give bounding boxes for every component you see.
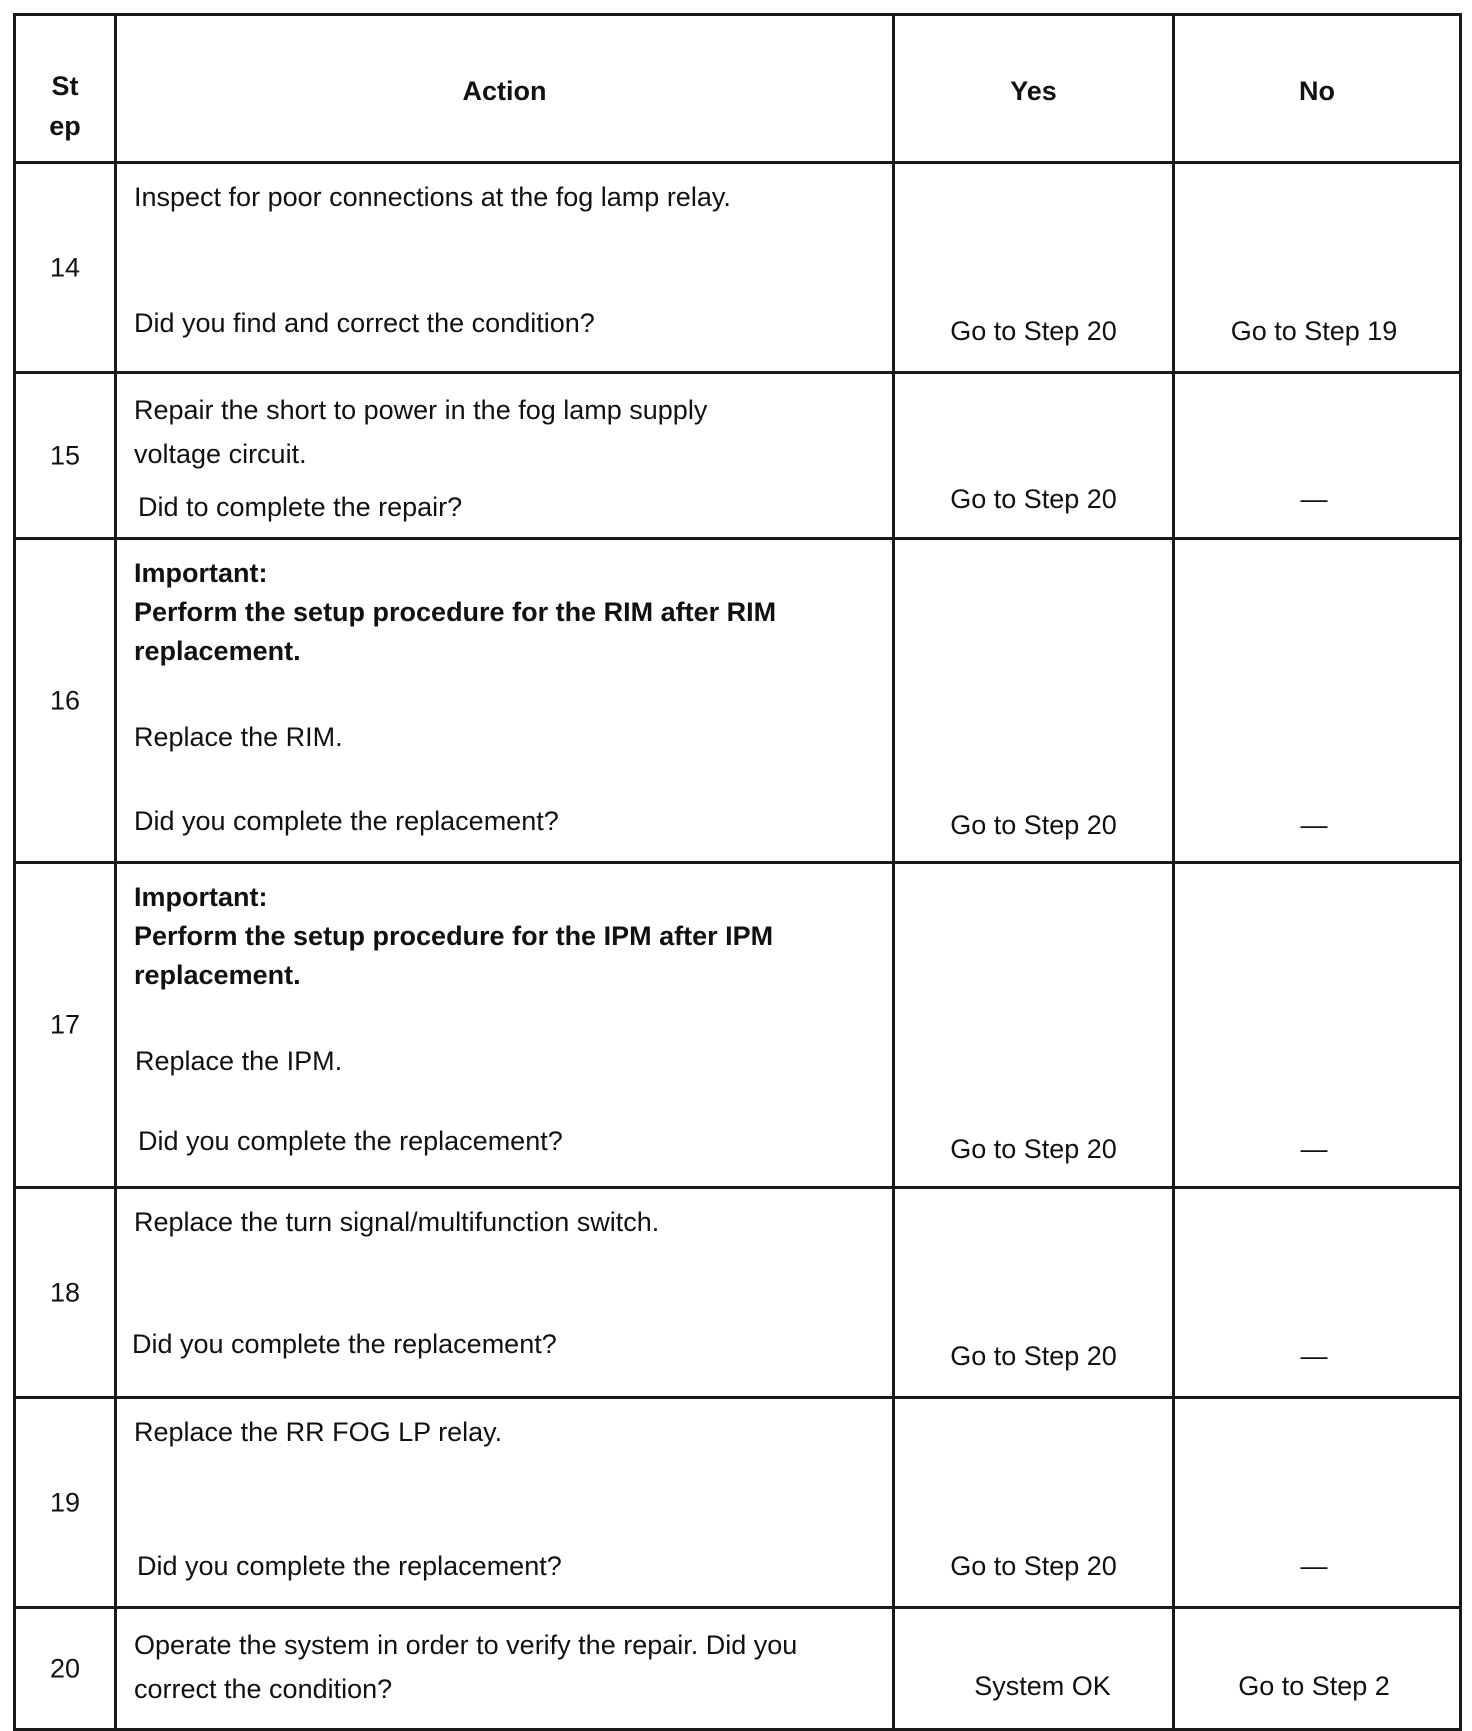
no-result: — xyxy=(1300,1134,1328,1164)
yes-result: Go to Step 20 xyxy=(950,484,1117,514)
header-step xyxy=(15,15,116,163)
header-action-label: Action xyxy=(462,76,547,106)
step-cell xyxy=(15,373,116,539)
yes-cell xyxy=(894,1398,1174,1608)
action-question: Did you complete the replacement? xyxy=(132,1329,557,1359)
action-cell xyxy=(116,1188,894,1398)
yes-result: Go to Step 20 xyxy=(950,1134,1117,1164)
action-text: Operate the system in order to verify the repair. Did you correct the condition? xyxy=(134,1630,798,1704)
no-cell xyxy=(1174,863,1461,1188)
step-number: 15 xyxy=(49,439,81,470)
table-row xyxy=(15,1398,1461,1608)
action-text: Replace the IPM. xyxy=(135,1046,343,1076)
diagnostic-table xyxy=(13,13,1462,1731)
yes-result: Go to Step 20 xyxy=(950,1341,1117,1371)
action-cell xyxy=(116,1398,894,1608)
header-no xyxy=(1174,15,1461,163)
action-cell xyxy=(116,373,894,539)
action-question: Did to complete the repair? xyxy=(138,492,463,522)
important-note: Perform the setup procedure for the IPM after IPM replacement. xyxy=(134,921,774,990)
step-cell xyxy=(15,863,116,1188)
step-cell xyxy=(15,1398,116,1608)
header-no-label: No xyxy=(1299,76,1335,106)
step-number: 18 xyxy=(49,1276,81,1307)
table-row xyxy=(15,1188,1461,1398)
yes-result: Go to Step 20 xyxy=(950,316,1117,346)
important-note: Perform the setup procedure for the RIM after RIM replacement. xyxy=(134,597,777,666)
yes-result: System OK xyxy=(974,1671,1111,1701)
yes-result: Go to Step 20 xyxy=(950,810,1117,840)
no-result: — xyxy=(1300,484,1328,514)
step-cell xyxy=(15,539,116,863)
no-result: — xyxy=(1300,810,1328,840)
action-text: Inspect for poor connections at the fog lamp relay. xyxy=(134,182,731,212)
header-action xyxy=(116,15,894,163)
yes-cell xyxy=(894,373,1174,539)
no-result: Go to Step 2 xyxy=(1238,1671,1390,1701)
no-result: — xyxy=(1300,1341,1328,1371)
no-result: — xyxy=(1300,1551,1328,1581)
header-step-label: St ep xyxy=(49,71,81,141)
no-cell xyxy=(1174,1188,1461,1398)
action-text: Replace the RR FOG LP relay. xyxy=(134,1417,503,1447)
table-row xyxy=(15,1608,1461,1730)
action-text: Repair the short to power in the fog lamp supply voltage circuit. xyxy=(134,395,708,469)
step-number: 20 xyxy=(49,1652,81,1683)
action-cell xyxy=(116,1608,894,1730)
action-question: Did you find and correct the condition? xyxy=(134,308,595,338)
header-yes-label: Yes xyxy=(1010,76,1057,106)
no-cell xyxy=(1174,539,1461,863)
action-question: Did you complete the replacement? xyxy=(137,1551,562,1581)
table-row xyxy=(15,539,1461,863)
table-row xyxy=(15,863,1461,1188)
important-label: Important: xyxy=(134,558,268,588)
action-text: Replace the RIM. xyxy=(134,722,343,752)
no-cell xyxy=(1174,1398,1461,1608)
step-number: 16 xyxy=(49,684,81,715)
table-row xyxy=(15,163,1461,373)
action-question: Did you complete the replacement? xyxy=(138,1126,563,1156)
table-row xyxy=(15,373,1461,539)
action-question: Did you complete the replacement? xyxy=(134,806,559,836)
yes-result: Go to Step 20 xyxy=(950,1551,1117,1581)
action-cell xyxy=(116,863,894,1188)
yes-cell xyxy=(894,539,1174,863)
yes-cell xyxy=(894,1608,1174,1730)
step-number: 17 xyxy=(49,1009,81,1040)
step-number: 19 xyxy=(49,1486,81,1517)
no-cell xyxy=(1174,373,1461,539)
no-cell xyxy=(1174,1608,1461,1730)
no-cell xyxy=(1174,163,1461,373)
table-header-row xyxy=(15,15,1461,163)
yes-cell xyxy=(894,163,1174,373)
action-cell xyxy=(116,163,894,373)
header-yes xyxy=(894,15,1174,163)
step-cell xyxy=(15,1188,116,1398)
yes-cell xyxy=(894,863,1174,1188)
no-result: Go to Step 19 xyxy=(1230,316,1398,346)
step-number: 14 xyxy=(49,251,81,282)
step-cell xyxy=(15,1608,116,1730)
action-cell xyxy=(116,539,894,863)
step-cell xyxy=(15,163,116,373)
action-text: Replace the turn signal/multifunction switch. xyxy=(134,1207,660,1237)
yes-cell xyxy=(894,1188,1174,1398)
important-label: Important: xyxy=(134,882,268,912)
